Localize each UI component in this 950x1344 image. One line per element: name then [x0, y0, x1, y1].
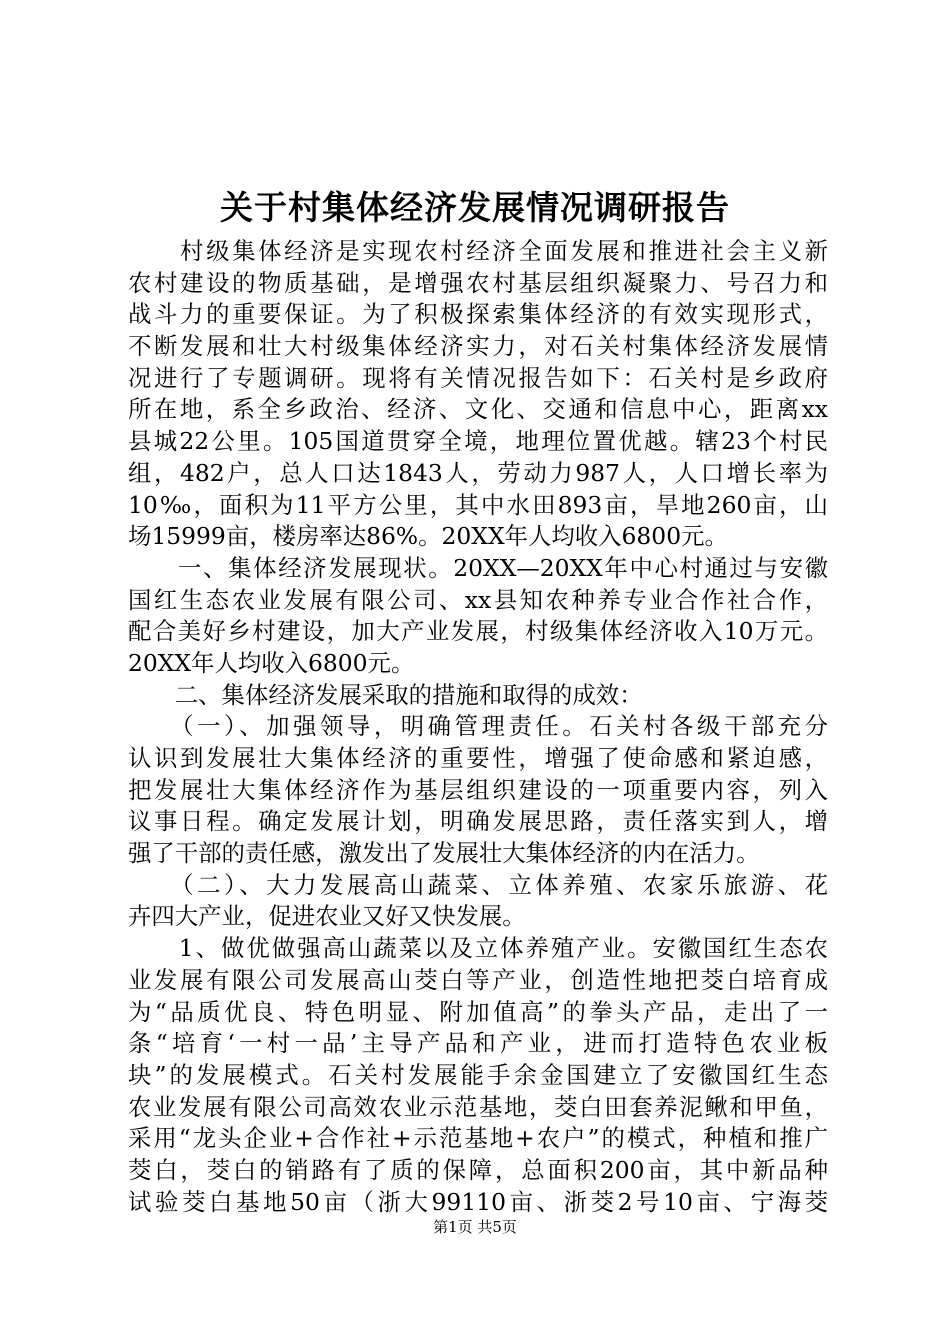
body-line: 况进行了专题调研。现将有关情况报告如下：石关村是乡政府: [128, 363, 828, 392]
body-line: 配合美好乡村建设，加大产业发展，村级集体经济收入10万元。: [128, 617, 828, 646]
body-line: 一、集体经济发展现状。20XX—20XX年中心村通过与安徽: [128, 553, 828, 582]
document-body: [128, 236, 828, 1218]
body-line: 议事日程。确定发展计划，明确发展思路，责任落实到人，增: [128, 807, 828, 836]
page-footer: 第1页 共5页: [433, 1218, 517, 1236]
body-line: 把发展壮大集体经济作为基层组织建设的一项重要内容，列入: [128, 775, 828, 804]
body-line: （一）、加强领导，明确管理责任。石关村各级干部充分: [128, 712, 828, 741]
body-line: 二、集体经济发展采取的措施和取得的成效：: [128, 680, 643, 709]
body-line: 所在地，系全乡政治、经济、文化、交通和信息中心，距离xx: [128, 395, 828, 424]
body-line: 战斗力的重要保证。为了积极探索集体经济的有效实现形式，: [128, 300, 828, 329]
body-line: 村级集体经济是实现农村经济全面发展和推进社会主义新: [128, 237, 828, 265]
body-line: 20XX年人均收入6800元。: [128, 648, 415, 677]
body-line: 组，482户，总人口达1843人，劳动力987人，人口增长率为: [128, 458, 828, 487]
body-line: 条“培育‘一村一品’主导产品和产业，进而打造特色农业板: [128, 1029, 828, 1058]
body-line: 业发展有限公司发展高山茭白等产业，创造性地把茭白培育成: [128, 965, 828, 994]
body-line: 认识到发展壮大集体经济的重要性，增强了使命感和紧迫感，: [128, 744, 828, 772]
body-line: 农业发展有限公司高效农业示范基地，茭白田套养泥鳅和甲鱼，: [128, 1092, 828, 1121]
body-line: 10‰，面积为11平方公里，其中水田893亩，旱地260亩，山: [128, 490, 828, 519]
body-line: 强了干部的责任感，激发出了发展壮大集体经济的内在活力。: [128, 839, 760, 868]
body-line: 采用“龙头企业+合作社+示范基地+农户”的模式，种植和推广: [128, 1124, 828, 1153]
body-line: 为“品质优良、特色明显、附加值高”的拳头产品，走出了一: [128, 997, 828, 1026]
body-line: 试验茭白基地50亩（浙大99110亩、浙茭2号10亩、宁海茭: [128, 1187, 828, 1216]
body-line: （二）、大力发展高山蔬菜、立体养殖、农家乐旅游、花: [128, 870, 828, 899]
body-line: 农村建设的物质基础，是增强农村基层组织凝聚力、号召力和: [128, 268, 828, 297]
body-line: 茭白，茭白的销路有了质的保障，总面积200亩，其中新品种: [128, 1155, 828, 1184]
document-title: 关于村集体经济发展情况调研报告: [220, 188, 730, 227]
body-line: 不断发展和壮大村级集体经济实力，对石关村集体经济发展情: [128, 332, 828, 361]
body-line: 卉四大产业，促进农业又好又快发展。: [128, 902, 526, 931]
body-line: 场15999亩，楼房率达86%。20XX年人均收入6800元。: [128, 522, 728, 551]
body-line: 国红生态农业发展有限公司、xx县知农种养专业合作社合作，: [128, 585, 828, 614]
body-line: 块”的发展模式。石关村发展能手余金国建立了安徽国红生态: [128, 1060, 828, 1089]
body-line: 县城22公里。105国道贯穿全境，地理位置优越。辖23个村民: [128, 427, 828, 456]
body-line: 1、做优做强高山蔬菜以及立体养殖产业。安徽国红生态农: [128, 934, 828, 963]
